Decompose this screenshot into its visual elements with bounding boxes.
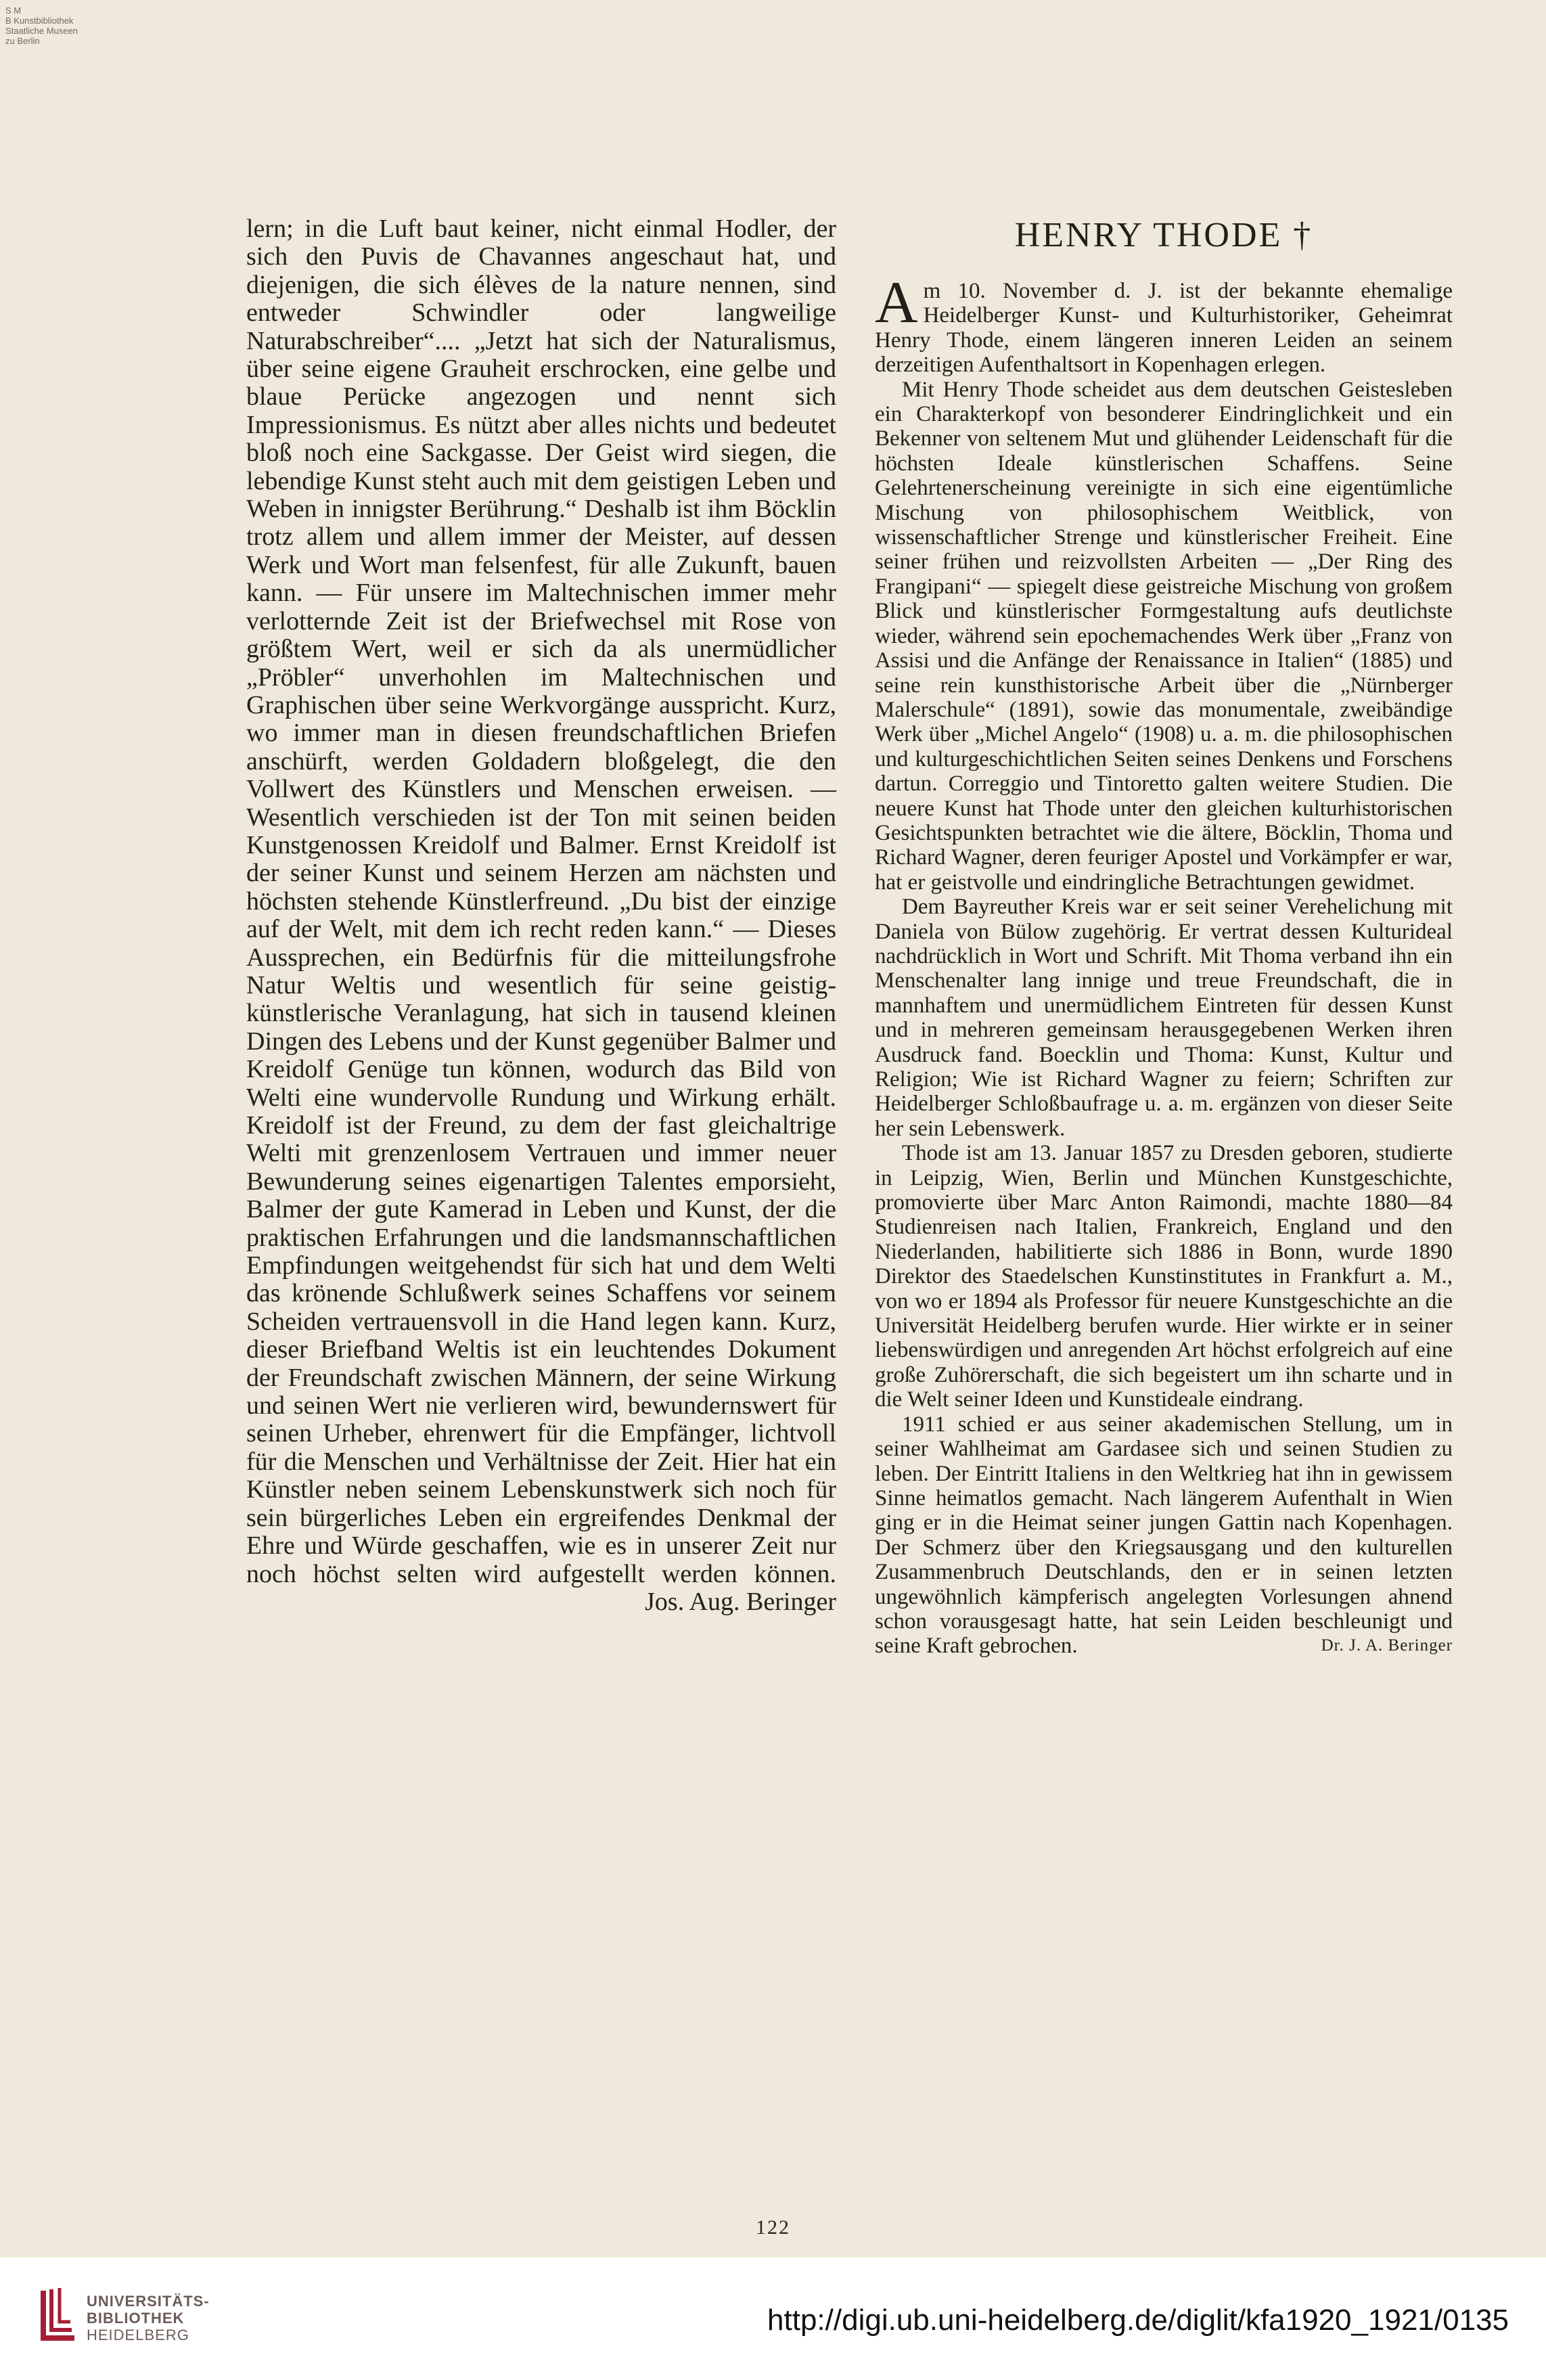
footer-bar — [0, 2258, 1546, 2380]
museum-stamp — [5, 5, 78, 46]
right-signature: Dr. J. A. Beringer — [1321, 1636, 1453, 1655]
permalink-url[interactable]: http://digi.ub.uni-heidelberg.de/diglit/kfa1920_1921/0135 — [767, 2304, 1509, 2337]
paragraph-text: m 10. November d. J. ist der bekannte ehemalige Heidelberger Kunst- und Kulturhistoriker, Geheimrat Henry Thode, einem längeren inneren Leiden an seinem derzeitigen Aufenthaltsort in Kopenhagen erlegen. — [875, 279, 1453, 378]
page-number: 122 — [756, 2216, 790, 2239]
drop-cap: A — [875, 270, 918, 336]
paragraph-text: 1911 schied er aus seiner akademischen Stellung, um in seiner Wahlheimat am Gardasee sich und seinen Studien zu leben. Der Eintritt Italiens in den Weltkrieg hat ihn in gewissem Sinne heimatlos gemacht. Nach längerem Aufenthalt in Wien ging er in die Heimat seiner jungen Gattin nach Kopenhagen. Der Schmerz über den Kriegsausgang und den kulturellen Zusammenbruch Deutschlands, den er in seinen letzten ungewöhnlich kämpferisch angelegten Vorlesungen ahnend schon vorausgesagt hatte, hat sein Leiden beschleunigt und seine Kraft gebrochen. — [875, 1412, 1453, 1659]
library-name — [87, 2293, 210, 2343]
left-column-body: lern; in die Luft baut keiner, nicht einmal Hodler, der sich den Puvis de Chavannes angeschaut hat, und diejenigen, die sich élèves de la nature nennen, sind entweder Schwindler oder langweilige Naturabschreiber“.... „Jetzt hat sich der Naturalismus, über seine eigene Grauheit erschrocken, eine gelbe und blaue Perücke angezogen und nennt sich Impressionismus. Es nützt aber alles nichts und bedeutet bloß noch eine Sackgasse. Der Geist wird siegen, die lebendige Kunst steht auch mit dem geistigen Leben und Weben in innigster Berührung.“ Deshalb ist ihm Böcklin trotz allem und allem immer der Meister, auf dessen Werk und Wort man felsenfest, für alle Zukunft, bauen kann. — Für unsere im Maltechnischen immer mehr verlotternde Zeit ist der Briefwechsel mit Rose von größtem Wert, weil er sich da als unermüdlicher „Pröbler“ unverhohlen im Maltechnischen und Graphischen über seine Werkvorgänge ausspricht. Kurz, wo immer man in diesen freundschaftlichen Briefen anschürft, werden Goldadern bloßgelegt, die den Vollwert des Künstlers und Menschen erweisen. — Wesentlich verschieden ist der Ton mit seinen beiden Kunstgenossen Kreidolf und Balmer. Ernst Kreidolf ist der seiner Kunst und seinem Herzen am nächsten und höchsten stehende Künstlerfreund. „Du bist der einzige auf der Welt, mit dem ich recht reden kann.“ — Dieses Aussprechen, ein Bedürfnis für die mitteilungsfrohe Natur Weltis und wesentlich für seine geistig-künstlerische Veranlagung, hat sich in tausend kleinen Dingen des Lebens und der Kunst gegenüber Balmer und Kreidolf Genüge tun können, wodurch das Bild von Welti eine wundervolle Rundung und Wirkung erhält. Kreidolf ist der Freund, zu dem der fast gleichaltrige Welti mit grenzenlosem Vertrauen und immer neuer Bewunderung seines eigenartigen Talentes emporsieht, Balmer der gute Kamerad in Leben und Kunst, der die praktischen Erfahrungen und die landsmannschaftlichen Empfindungen weitgehendst für sich hat und dem Welti das krönende Schlußwerk seines Schaffens vor seinem Scheiden vertrauensvoll in die Hand legen kann. Kurz, dieser Briefband Weltis ist ein leuchtendes Dokument der Freundschaft zwischen Männern, der seine Wirkung und seinen Wert nie verlieren wird, bewundernswert für seinen Urheber, ehrenwert für die Empfänger, lichtvoll für die Menschen und Verhältnisse der Zeit. Hier hat ein Künstler neben seinem Lebenskunstwerk sich noch für sein bürgerliches Leben ein ergreifendes Denkmal der Ehre und Würde geschaffen, wie es in unserer Zeit nur noch höchst selten wird aufgestellt werden können. — [246, 215, 836, 1588]
article-title: HENRY THODE † — [1014, 216, 1313, 254]
library-name-line: BIBLIOTHEK — [87, 2310, 185, 2327]
left-column-text — [246, 215, 836, 1616]
stamp-line: B Kunstbibliothek — [5, 16, 74, 26]
paragraph — [875, 270, 1453, 378]
paragraph: Thode ist am 13. Januar 1857 zu Dresden geboren, studierte in Leipzig, Wien, Berlin und München Kunstgeschichte, promovierte über Marc Anton Raimondi, machte 1880—84 Studienreisen nach Italien, Frankreich, England und den Niederlanden, habilitierte sich 1886 in Bonn, wurde 1890 Direktor des Staedelschen Kunstinstitutes in Frankfurt a. M., von wo er 1894 als Professor für neuere Kunstgeschichte an die Universität Heidelberg berufen wurde. Hier wirkte er in seiner liebenswürdigen und anregenden Art höchst erfolgreich auf eine große Zuhörerschaft, die sich begeistert um ihn scharte und in die Welt seiner Ideen und Kunstideale eindrang. — [875, 1141, 1453, 1412]
library-name-line: UNIVERSITÄTS- — [87, 2293, 210, 2310]
paragraph: Dem Bayreuther Kreis war er seit seiner Verehelichung mit Daniela von Bülow zugehörig. Er vertrat dessen Kulturideal nachdrücklich in Wort und Schrift. Mit Thoma verband ihn ein Menschenalter lang innige und treue Freundschaft, die in mannhaftem und unermüdlichem Eintreten für dessen Kunst und in mehreren gemeinsam herausgegebenen Werken ihren Ausdruck fand. Boecklin und Thoma: Kunst, Kultur und Religion; Wie ist Richard Wagner zu feiern; Schriften zur Heidelberger Schloßbaufrage u. a. m. ergänzen von dieser Seite her sein Lebenswerk. — [875, 895, 1453, 1141]
paragraph — [875, 1412, 1453, 1659]
stamp-line: Staatliche Museen — [5, 26, 78, 36]
stamp-line: zu Berlin — [5, 36, 40, 46]
left-signature: Jos. Aug. Beringer — [645, 1587, 836, 1616]
library-logo-icon[interactable] — [41, 2287, 77, 2342]
library-name-line: HEIDELBERG — [87, 2327, 189, 2343]
stamp-line: S M — [5, 5, 22, 16]
left-column — [246, 215, 836, 1616]
paragraph: Mit Henry Thode scheidet aus dem deutschen Geistesleben ein Charakterkopf von besonderer Eindringlichkeit und ein Bekenner von seltenem Mut und glühender Leidenschaft für die höchsten Ideale künstlerischen Schaffens. Seine Gelehrtenerscheinung vereinigte in sich eine eigentümliche Mischung von philosophischem Weitblick, von wissenschaftlicher Strenge und künstlerischer Freiheit. Eine seiner frühen und reizvollsten Arbeiten — „Der Ring des Frangipani“ — spiegelt diese geistreiche Mischung von großem Blick und künstlerischer Formgestaltung aufs deutlichste wieder, während sein epochemachendes Werk über „Franz von Assisi und die Anfänge der Renaissance in Italien“ (1885) und seine rein kunsthistorische Arbeit über die „Nürnberger Malerschule“ (1891), sowie das monumentale, zweibändige Werk über „Michel Angelo“ (1908) u. a. m. die philosophischen und kulturgeschichtlichen Seiten seines Denkens und Forschens dartun. Correggio und Tintoretto galten weitere Studien. Die neuere Kunst hat Thode unter den gleichen kulturhistorischen Gesichtspunkten betrachtet wie die ältere, Böcklin, Thoma und Richard Wagner, deren feuriger Apostel und Vorkämpfer er war, hat er geistvolle und eindringliche Betrachtungen gewidmet. — [875, 377, 1453, 895]
right-column — [875, 215, 1453, 1659]
